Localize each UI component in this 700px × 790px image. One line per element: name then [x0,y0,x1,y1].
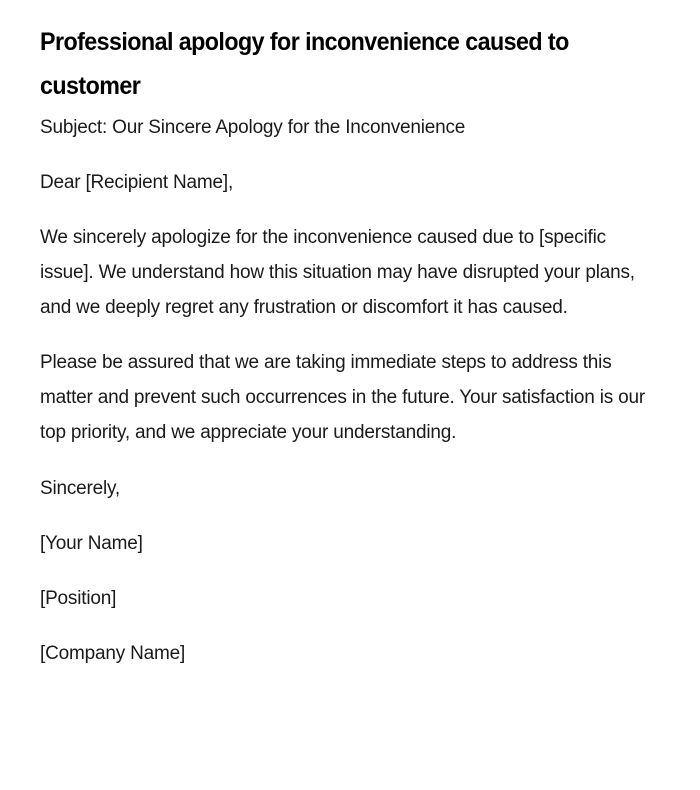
body-paragraph-1: We sincerely apologize for the inconvenience caused due to [specific issue]. We understand how this situation may have disrupted your plans, and we deeply regret any frustration or discomfort it has caused. [40,227,635,318]
subject-line: Subject: Our Sincere Apology for the Inconvenience [40,117,466,138]
closing: Sincerely, [40,478,121,499]
signature-name: [Your Name] [40,533,143,554]
body-paragraph-2: Please be assured that we are taking immediate steps to address this matter and prevent such occurrences in the future. Your satisfaction is our top priority, and we appreciate your understanding. [40,352,645,443]
signature-position: [Position] [40,588,117,609]
signature-company: [Company Name] [40,643,186,664]
greeting: Dear [Recipient Name], [40,172,234,193]
document-title: Professional apology for inconvenience caused to customer [40,28,569,100]
